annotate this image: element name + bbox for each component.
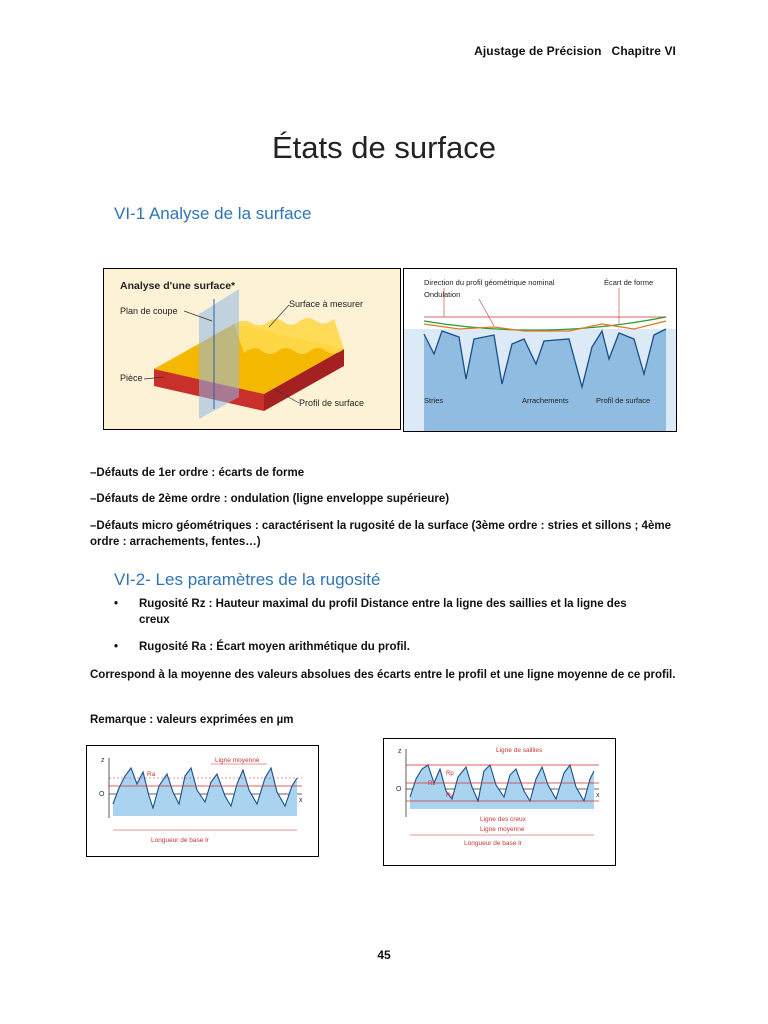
bullet-rz: [114, 596, 654, 630]
bullet-dot: •: [114, 598, 119, 610]
figure-rz: [383, 738, 616, 866]
figure-surface-analysis: [103, 268, 401, 430]
defect-item-2: –Défauts de 2ème ordre : ondulation (ligne enveloppe supérieure): [90, 493, 450, 505]
fig1-label-piece: Pièce: [120, 373, 143, 383]
fig1-label-plan: Plan de coupe: [120, 306, 178, 316]
section2-heading: VI-2- Les paramètres de la rugosité: [114, 570, 381, 589]
figrz-rz: Rz: [428, 781, 436, 787]
ra-paragraph: Correspond à la moyenne des valeurs absolues des écarts entre le profil et une ligne moyenne de ce profil.: [90, 669, 676, 681]
remark: Remarque : valeurs exprimées en µm: [90, 714, 294, 726]
fig2-label-direction: Direction du profil géométrique nominal: [424, 278, 555, 287]
bullet-rz-text: Rugosité Rz : Hauteur maximal du profil Distance entre la ligne des saillies et la ligne des creux: [139, 598, 627, 626]
page-number: 45: [377, 948, 391, 962]
defect-item-3: –Défauts micro géométriques : caractérisent la rugosité de la surface (3ème ordre : stries et sillons ; 4ème ordre : arrachements, fentes…): [90, 520, 671, 548]
fig1-label-surface: Surface à mesurer: [289, 299, 364, 309]
figra-x: x: [299, 797, 303, 804]
header-chapter: Chapitre VI: [611, 44, 676, 58]
figrz-longueur: Longueur de base lr: [464, 840, 522, 847]
running-header: [474, 44, 676, 58]
figrz-rp: Rp: [446, 771, 454, 777]
fig2-label-ecart: Écart de forme: [604, 278, 654, 287]
fig2-label-profil: Profil de surface: [596, 396, 651, 405]
figra-longueur: Longueur de base lr: [151, 837, 209, 844]
figra-o: O: [99, 791, 105, 798]
figrz-z: z: [398, 748, 402, 755]
page-title: États de surface: [271, 130, 496, 165]
figrz-rv: Rv: [446, 793, 454, 799]
figure-ra: [86, 745, 319, 857]
figrz-creux: Ligne des creux: [480, 816, 526, 823]
figrz-moyenne: Ligne moyenne: [480, 826, 525, 833]
fig1-title: Analyse d'une surface*: [120, 280, 236, 292]
figrz-saillies: Ligne de saillies: [496, 747, 543, 754]
figra-ligne-moyenne: Ligne moyenne: [215, 757, 260, 764]
fig1-label-profil: Profil de surface: [299, 398, 365, 408]
figra-ra: Ra: [147, 771, 156, 778]
fig2-label-arrachements: Arrachements: [522, 396, 569, 405]
bullet-ra-text: Rugosité Ra : Écart moyen arithmétique du profil.: [139, 641, 410, 653]
figrz-o: O: [396, 786, 402, 793]
defect-item-1: –Défauts de 1er ordre : écarts de forme: [90, 467, 305, 479]
section1-heading: VI-1 Analyse de la surface: [114, 204, 312, 223]
figure-profile-defects: [403, 268, 677, 432]
fig2-label-ondulation: Ondulation: [424, 290, 461, 299]
bullet-ra: [114, 639, 654, 655]
figrz-x: x: [596, 792, 600, 799]
bullet-dot: •: [114, 641, 119, 653]
fig2-label-stries: Stries: [424, 396, 444, 405]
header-book: Ajustage de Précision: [474, 44, 602, 58]
figra-z: z: [101, 757, 105, 764]
